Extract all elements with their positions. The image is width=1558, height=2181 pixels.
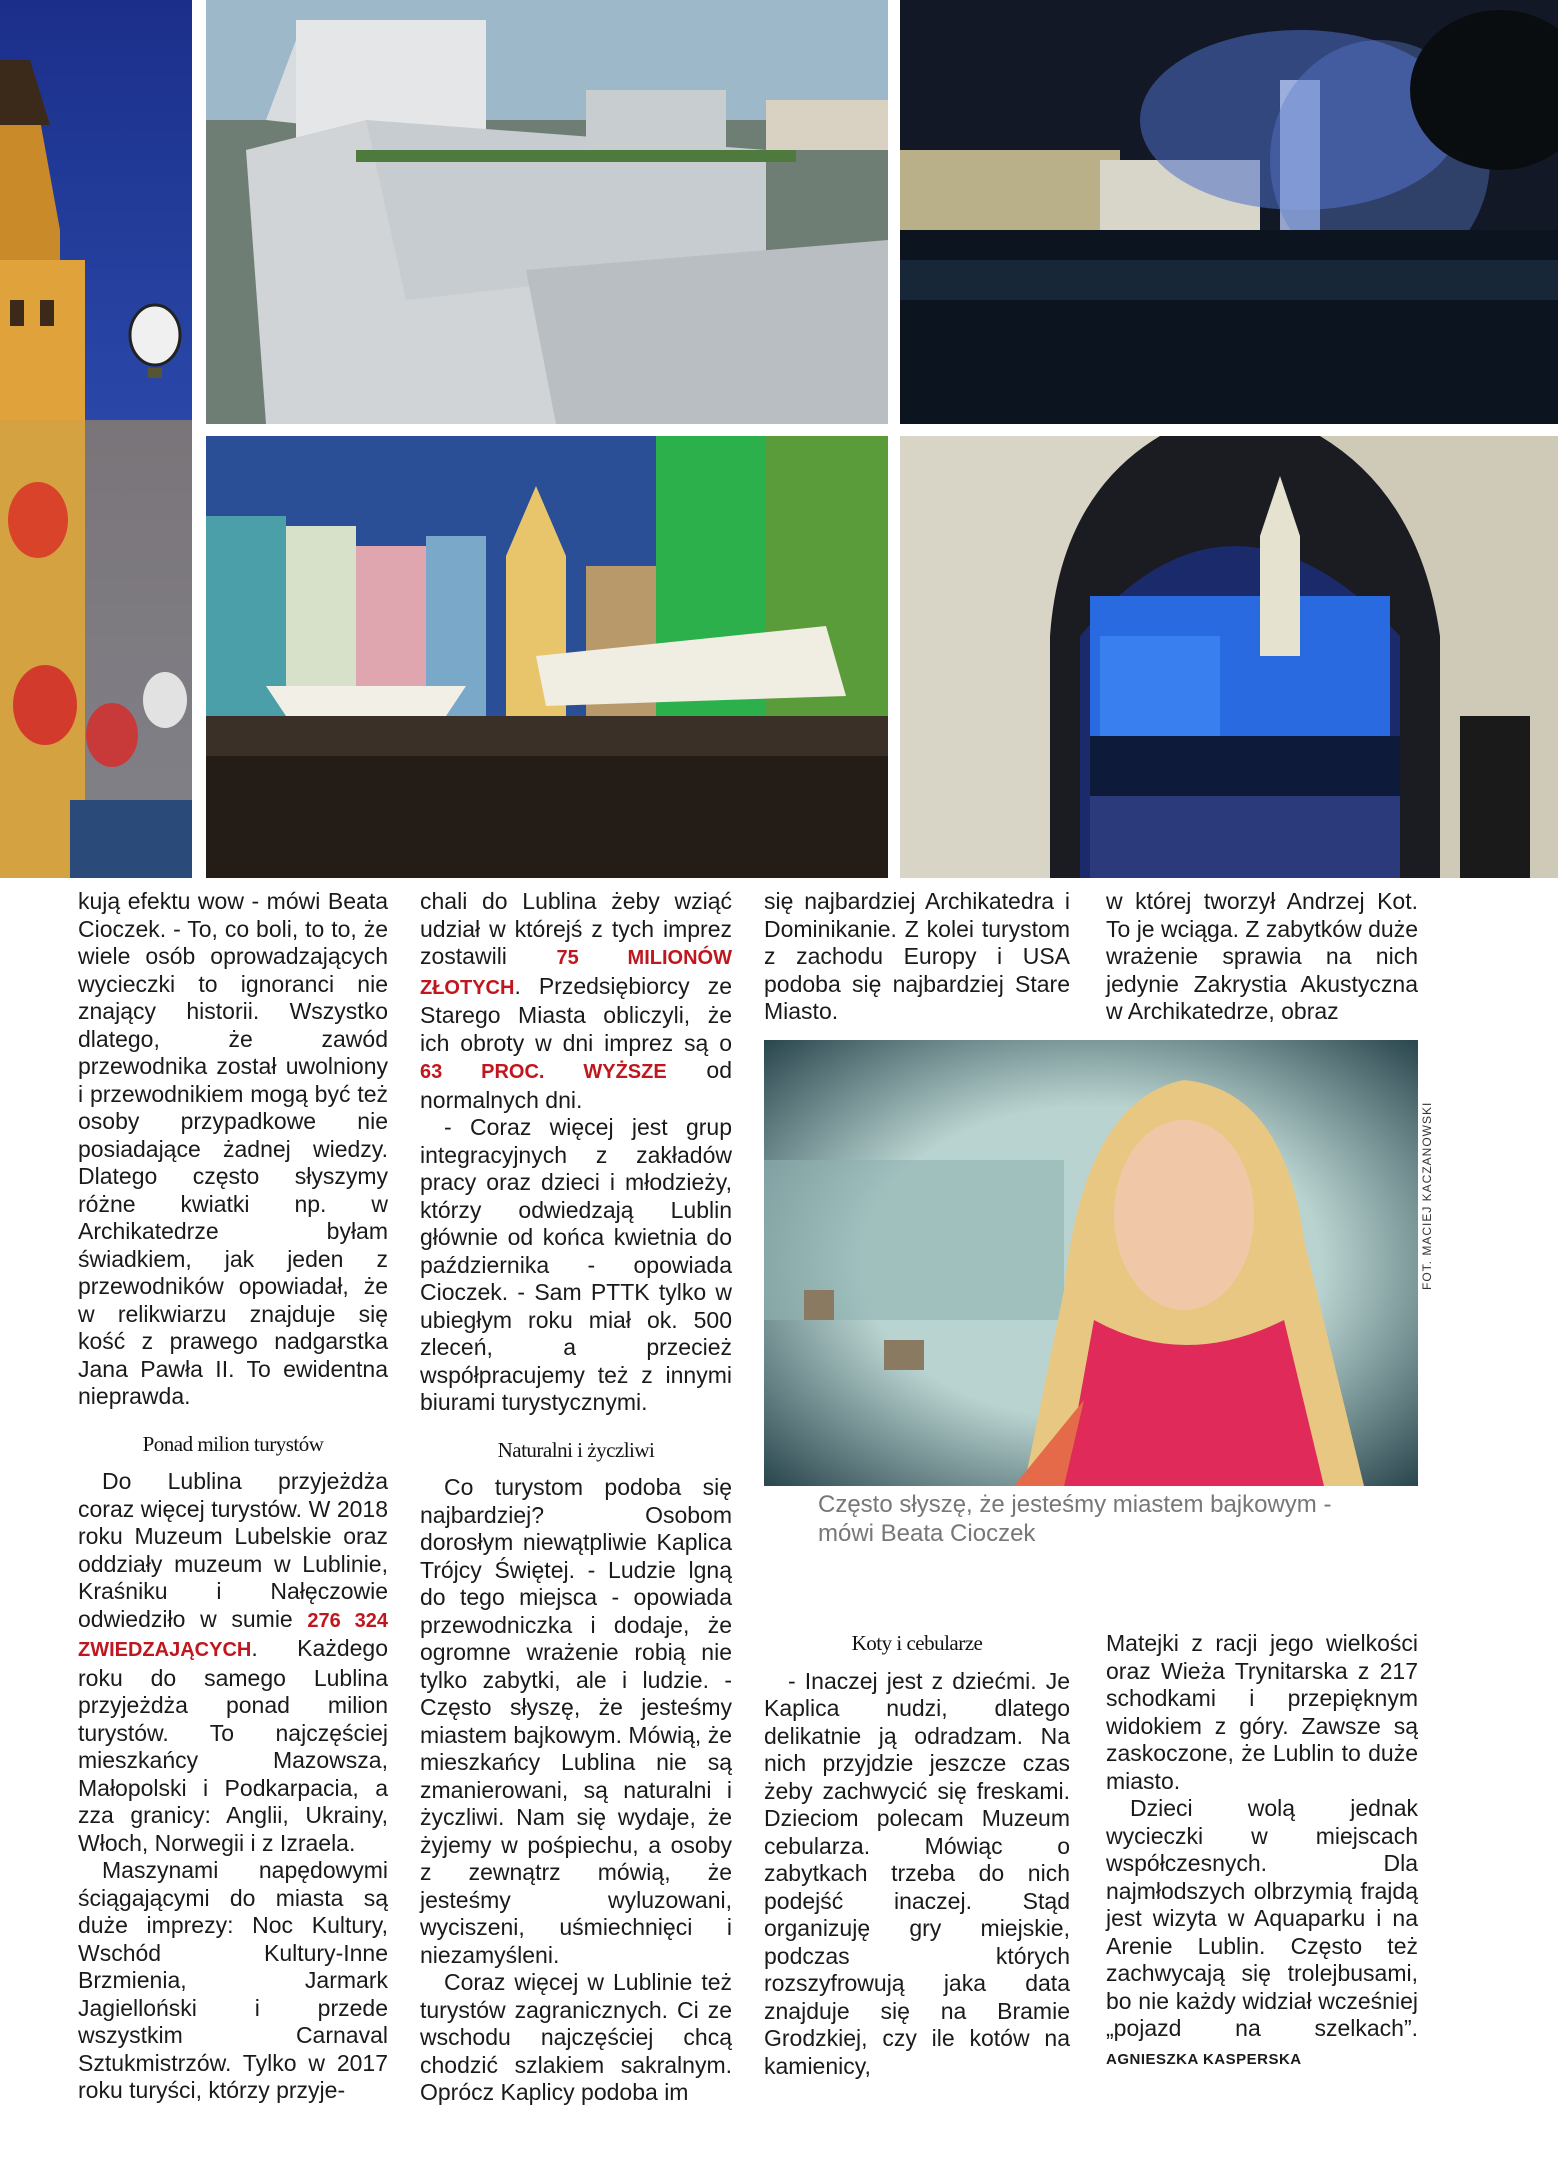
arch-view-photo [900,436,1558,878]
highlight-money: 75 MILIONÓW ZŁOTYCH [420,947,732,999]
subheading-koty: Koty i cebularze [851,1631,983,1655]
col2-paragraph-4: Coraz więcej w Lublinie też turystów zagranicznych. Ci ze wschodu najczęściej chcą chodzić szlakiem sakralnym. Oprócz Kaplicy podoba im [420,1969,732,2105]
subheading-ponad-milion: Ponad milion turystów [142,1431,324,1456]
square-crowd-photo [206,436,888,878]
highlight-visitors: 276 324 ZWIEDZAJĄCYCH [78,1609,389,1661]
column-3-top [764,888,1070,1026]
col4-bottom-paragraph-1: Matejki z racji jego wielkości oraz Wieża Trynitarska z 217 schodkami i przepięknym widokiem z góry. Zawsze są zaskoczone, że Lublin to duże miasto. [1106,1630,1418,1794]
highlight-percent: 63 PROC. WYŻSZE [420,1061,667,1083]
col2-paragraph-2: - Coraz więcej jest grup integracyjnych z zakładów pracy oraz dzieci i młodzieży, którzy odwiedzają Lublin głównie od końca kwietnia do października - opowiada Cioczek. - Sam PTTK tylko w ubiegłym roku miał ok. 500 zleceń, a przecież współpracujemy też z innymi biurami turystycznymi. [420,1114,732,1415]
column-3-bottom [764,1630,1070,2080]
col2-paragraph-3: Co turystom podoba się najbardziej? Osobom dorosłym niewątpliwie Kaplica Trójcy Świętej. - Ludzie lgną do tego miejsca - opowiada przewodniczka i dodaje, że ogromne wrażenie robią nie tylko zabytki, ale i ludzie. - Często słyszę, że jesteśmy miastem bajkowym. Mówią, że mieszkańcy Lublina nie są zmanierowani, są naturalni i życzliwi. Nam się wydaje, że żyjemy w pośpiechu, a osoby z zewnątrz mówią, że jesteśmy wyluzowani, wyciszeni, uśmiechnięci i niezamyśleni. [420,1474,732,1968]
col1-paragraph-2: Do Lublina przyjeżdża coraz więcej turystów. W 2018 roku Muzeum Lubelskie oraz oddziały muzeum w Lublinie, Kraśniku i Nałęczowie odwiedziło w sumie 276 324 ZWIEDZAJĄCYCH. Każdego roku do samego Lublina przyjeżdża ponad milion turystów. To najczęściej mieszkańcy Mazowsza, Małopolski i Podkarpacia, a zza granicy: Anglii, Ukrainy, Włoch, Norwegii i z Izraela. [78,1468,389,1856]
col2-paragraph-1: chali do Lublina żeby wziąć udział w którejś z tych imprez zostawili 75 MILIONÓW ZŁOTYCH. Przedsiębiorcy ze Starego Miasta obliczyli, że ich obroty w dni imprez są o 63 PROC. WYŻSZE od normalnych dni. [420,888,732,1113]
portrait-caption: Często słyszę, że jesteśmy miastem bajkowym - mówi Beata Cioczek [818,1491,1332,1547]
col1-paragraph-3: Maszynami napędowymi ściągającymi do miasta są duże imprezy: Noc Kultury, Wschód Kultury-Inne Brzmienia, Jarmark Jagielloński i przede wszystkim Carnaval Sztukmistrzów. Tylko w 2017 roku turyści, którzy przyje- [78,1857,388,2103]
photo-credit: FOT. MACIEJ KACZANOWSKI [1420,1101,1434,1290]
subheading-naturalni: Naturalni i życzliwi [497,1437,655,1462]
column-4-bottom [1106,1630,1418,2073]
col3-top-paragraph: się najbardziej Archikatedra i Dominikanie. Z kolei turystom z zachodu Europy i USA podoba się najbardziej Stare Miasto. [764,888,1070,1024]
author-byline: AGNIESZKA KASPERSKA [1106,2050,1302,2068]
col1-paragraph-1: kują efektu wow - mówi Beata Cioczek. - To, co boli, to to, że wiele osób oprowadzających wycieczki to ignoranci nie znający historii. Wszystko dlatego, że zawód przewodnika został uwolniony i przewodnikiem mogą być też osoby przypadkowe nie posiadające żadnej wiedzy. Dlatego często słyszymy różne kwiatki np. w Archikatedrze byłam świadkiem, jak jeden z przewodników opowiadał, że w relikwiarzu znajduje się kość z prawego nadgarstka Jana Pawła II. To ewidentna nieprawda. [78,888,388,1409]
col3-bottom-paragraph: - Inaczej jest z dziećmi. Je Kaplica nudzi, dlatego delikatnie ją odradzam. Na nich przyjdzie jeszcze czas żeby zachwycić się freskami. Dzieciom polecam Muzeum cebularza. Mówiąc o zabytkach trzeba do nich podejść inaczej. Stąd organizuję gry miejskie, podczas których rozszyfrowują jaka data znajduje się na Bramie Grodzkiej, czy ile kotów na kamienicy, [764,1667,1070,2079]
column-4-top [1106,888,1418,1026]
theatre-photo [206,0,888,424]
portrait-photo [764,1040,1418,1486]
col4-bottom-paragraph-2: Dzieci wolą jednak wycieczki w miejscach współczesnych. Dla najmłodszych olbrzymią frajdą jest wizyta w Aquaparku i na Arenie Lublin. Często też zachwycają się trolejbusami, bo nie każdy widział wcześniej „pojazd na szelkach”. AGNIESZKA KASPERSKA [1106,1795,1418,2068]
fountain-show-photo [900,0,1558,424]
tower-balloons-photo [0,0,192,878]
column-1 [78,888,388,2105]
col4-top-paragraph: w której tworzył Andrzej Kot. To je wciąga. Z zabytków duże wrażenie sprawia na nich jedynie Zakrystia Akustyczna w Archikatedrze, obraz [1106,888,1418,1024]
column-2 [420,888,732,2107]
